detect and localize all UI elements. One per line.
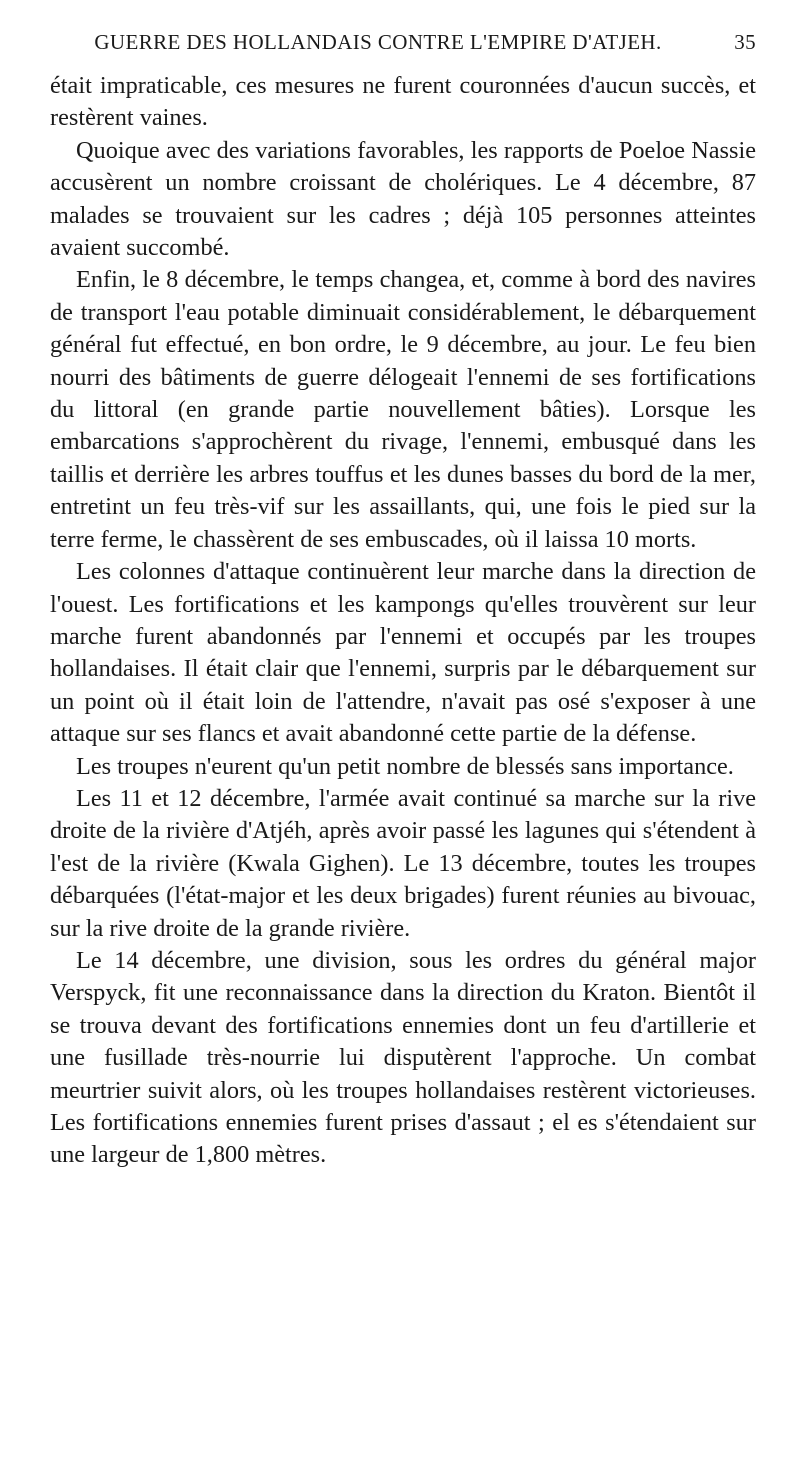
paragraph: Les 11 et 12 décembre, l'armée avait continué sa marche sur la rive droite de la rivière d'Atjéh, après avoir passé les lagunes qui s'étendent à l'est de la rivière (Kwala Gighen). Le 13 décembre, toutes les troupes débarquées (l'état-major et les deux brigades) furent réunies au bivouac, sur la rive droite de la grande rivière. (50, 784, 756, 942)
body-text (50, 70, 756, 1172)
paragraph: Les colonnes d'attaque continuèrent leur marche dans la direction de l'ouest. Les fortifications et les kampongs qu'elles trouvèrent sur leur marche furent abandonnés par l'ennemi et occupés par les troupes hollandaises. Il était clair que l'ennemi, surpris par le débarquement sur un point où il était loin de l'attendre, n'avait pas osé s'exposer à une attaque sur ses flancs et avait abandonné cette partie de la défense. (50, 558, 756, 748)
running-header (50, 30, 756, 70)
book-page (50, 30, 756, 1172)
page-number: 35 (734, 30, 756, 54)
paragraph: était impraticable, ces mesures ne furent couronnées d'aucun succès, et restèrent vaines. (50, 72, 756, 132)
paragraph: Le 14 décembre, une division, sous les ordres du général major Verspyck, fit une reconnaissance dans la direction du Kraton. Bientôt il se trouva devant des fortifications ennemies dont un feu d'artillerie et une fusillade très-nourrie lui disputèrent l'approche. Un combat meurtrier suivit alors, où les troupes hollandaises restèrent victorieuses. Les fortifications ennemies furent prises d'assaut ; el es s'étendaient sur une largeur de 1,800 mètres. (50, 946, 756, 1169)
running-title: GUERRE DES HOLLANDAIS CONTRE L'EMPIRE D'ATJEH. (94, 30, 662, 54)
paragraph: Enfin, le 8 décembre, le temps changea, et, comme à bord des navires de transport l'eau potable diminuait considérablement, le débarquement général fut effectué, en bon ordre, le 9 décembre, au jour. Le feu bien nourri des bâtiments de guerre délogeait l'ennemi de ses fortifications du littoral (en grande partie nouvellement bâties). Lorsque les embarcations s'approchèrent du rivage, l'ennemi, embusqué dans les taillis et derrière les arbres touffus et les dunes basses du bord de la mer, entretint un feu très-vif sur les assaillants, qui, une fois le pied sur la terre ferme, le chassèrent de ses embuscades, où il laissa 10 morts. (50, 266, 756, 553)
paragraph: Les troupes n'eurent qu'un petit nombre de blessés sans importance. (76, 752, 734, 780)
paragraph: Quoique avec des variations favorables, les rapports de Poeloe Nassie accusèrent un nombre croissant de cholériques. Le 4 décembre, 87 malades se trouvaient sur les cadres ; déjà 105 personnes atteintes avaient succombé. (50, 136, 756, 262)
